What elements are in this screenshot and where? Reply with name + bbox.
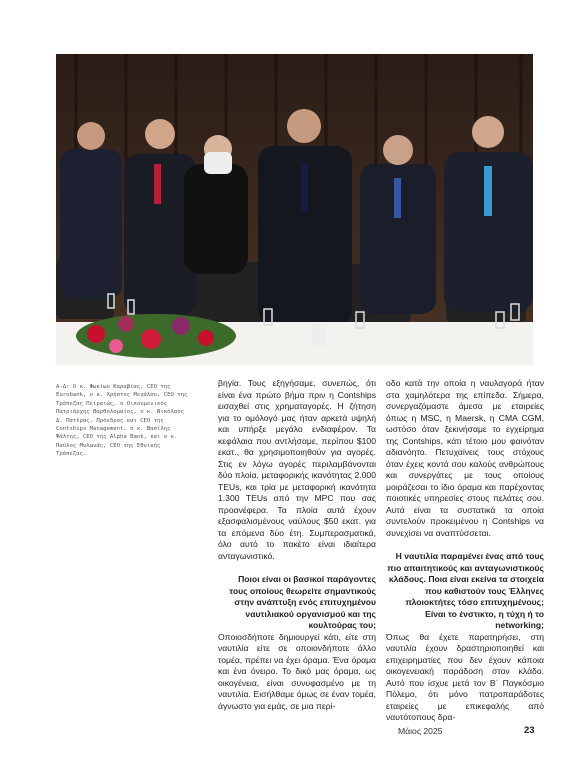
paragraph: οδο κατά την οποία η ναυλαγορά ήταν στα χαμηλότερα της επίπεδα. Σήμερα, συνεργαζόμαστε άμεσα με εταιρείες όπως η MSC, η Maersk, η CMA CGM, ωστόσο όταν ξεκινήσαμε το εγχείρημα της Contships, κάτι τέτοιο μου φαινόταν αδιανόητο. Πετυχαίνεις τους στόχους όταν έχεις κοντά σου καλούς ανθρώπους και συνεργάτες με τους οποίους μοιράζεσαι το ίδιο όραμα και παρέχοντας ποιοτικές υπηρεσίες στους πελάτες σου. Αυτά είναι τα συστατικά τα οποία συντελούν προκειμένου η Contships να συνεχίσει να αναπτύσσεται. (386, 378, 544, 538)
text-column-1 (218, 378, 376, 712)
photo-caption: Α-Δ: Ο κ. Φωκίων Καραβίας, CEO της Eurobank, ο κ. Χρήστος Μεγάλου, CEO της Τράπεζας Πειραιώς, ο Οικουμενικός Πατριάρχης Βαρθολομαίος, ο κ. Νικόλαος Δ. Πατέρας, Πρόεδρος και CEO της Contships Management, ο κ. Βασίλης Ψάλτης, CEO της Alpha Bank, και ο κ. Παύλος Μυλωνάς, CEO της Εθνικής Τράπεζας. (56, 384, 188, 458)
paragraph: βηγία. Τους εξηγήσαμε, συνεπώς, ότι είναι ένα πρώτο βήμα πριν η Contships εισαχθεί στις χρηματαγορές. Η ζήτηση για το ομόλογό μας ήταν αρκετά υψηλή και υπήρξε μεγάλο ενδιαφέρον. Τα κεφάλαια που αντλήσαμε, περίπου $100 εκατ., θα χρησιμοποιηθούν για αγορές. Στις εν λόγω αγορές περιλαμβάνονται δύο πλοία, μεταφορικής ικανότητας 2.000 TEUs, και τρία με μεταφορική ικανότητα 1.300 TEUs από την MPC που σας προανέφερα. Τα πλοία αυτά έχουν εξασφαλισμένους ναύλους $50 εκατ. για τα επόμενα δύο έτη. Συμπερασματικά, όλο αυτό το πακέτο είναι ιδιαίτερα ανταγωνιστικό. (218, 378, 376, 561)
group-photo (56, 54, 533, 365)
interview-question: Η ναυτιλία παραμένει ένας από τους πιο απαιτητικούς και ανταγωνιστικούς κλάδους. Ποια είναι εκείνα τα στοιχεία που καθιστούν τους Έλληνες πλοιοκτήτες τόσο επιτυχημένους; Είναι το ένστικτο, η τύχη ή το networking; (387, 551, 544, 630)
interview-question: Ποιοι είναι οι βασικοί παράγοντες τους οποίους θεωρείτε σημαντικούς στην ανάπτυξη ενός επιτυχημένου ναυτιλιακού οργανισμού και της κουλτούρας του; (229, 574, 376, 630)
page-number: 23 (524, 725, 535, 736)
issue-date: Μάιος 2025 (398, 726, 443, 736)
group-photo-illustration (56, 54, 533, 365)
paragraph: Όπως θα έχετε παρατηρήσει, στη ναυτιλία έχουν δραστηριοποιηθεί και επιχειρηματίες που δεν έχουν κάποια οικογενειακή παράδοση στον κλάδο. Αυτό που ίσχυε μετά τον Β΄ Παγκόσμιο Πόλεμο, ότι μόνο πατροπαράδοτες εταιρείες με επικεφαλής από ναυτότοπους δρα- (386, 631, 544, 722)
text-column-2 (386, 378, 544, 724)
paragraph: Οποιοσδήποτε δημιουργεί κάτι, είτε στη ναυτιλία είτε σε οποιονδήποτε άλλο τομέα, πρέπει να έχει όραμα. Ένα όραμα και ένα όνειρο. Το δικό μας όραμα, ως οικογένεια, είναι συνυφασμένο με τη ναυτιλία. Εισήλθαμε όμως σε έναν τομέα, άγνωστο για εμάς, σε μια περί- (218, 631, 376, 711)
